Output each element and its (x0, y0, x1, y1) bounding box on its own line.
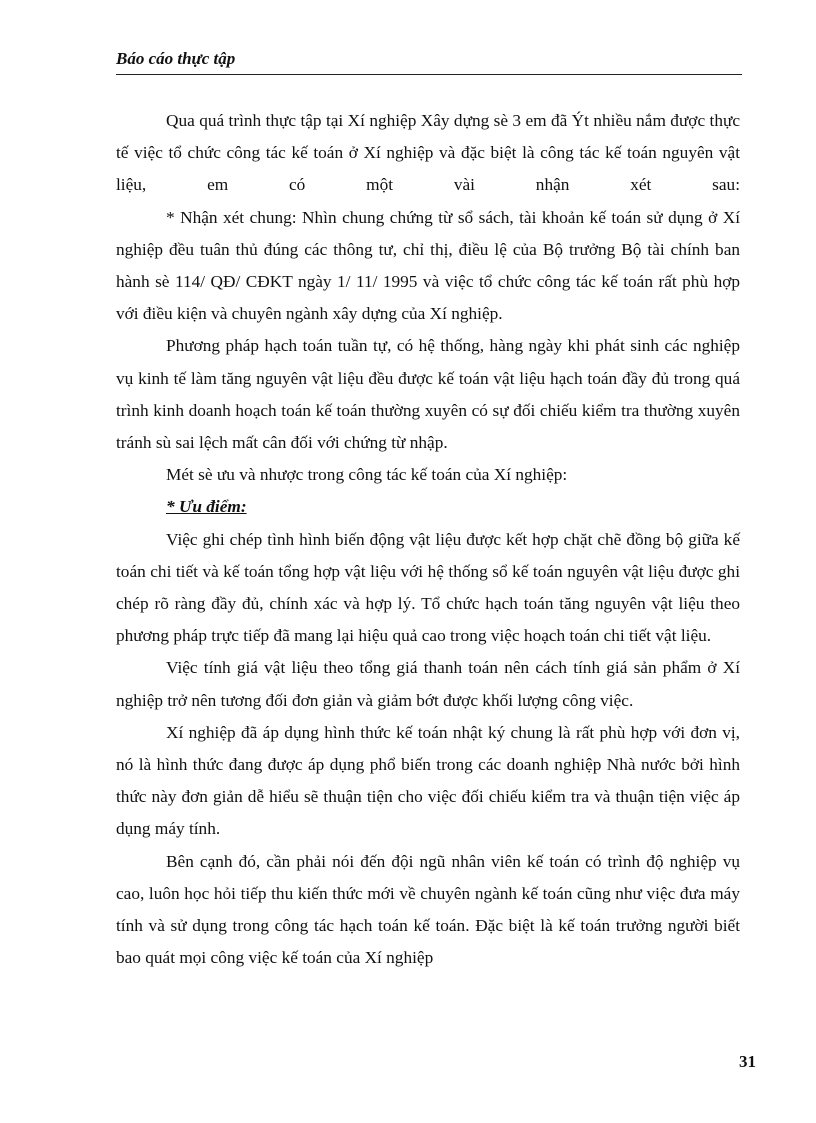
section-heading-advantages: * Ưu điểm: (166, 497, 247, 517)
paragraph-recording: Việc ghi chép tình hình biến động vật liệu được kết hợp chặt chẽ đồng bộ giữa kế toán chi tiết và kế toán tổng hợp vật liệu với hệ thống sổ kế toán nguyên vật liệu được ghi chép rõ ràng đầy đủ, chính xác và hợp lý. Tổ chức hạch toán tăng nguyên vật liệu theo phương pháp trực tiếp đã mang lại hiệu quả cao trong việc hoạch toán chi tiết vật liệu. (116, 529, 740, 646)
document-body (116, 105, 740, 974)
paragraph-pros-cons-intro: Mét sè ưu và nhược trong công tác kế toán của Xí nghiệp: (166, 465, 568, 485)
paragraph-intro: Qua quá trình thực tập tại Xí nghiệp Xây dựng sè 3 em đã Ýt nhiều nắm được thực tế việc tổ chức công tác kế toán ở Xí nghiệp và đặc biệt là công tác kế toán nguyên vật liệu, em có một vài nhận xét sau: (116, 111, 740, 195)
paragraph-accounting-method: Phương pháp hạch toán tuần tự, có hệ thống, hàng ngày khi phát sinh các nghiệp vụ kinh tế làm tăng nguyên vật liệu đều được kế toán vật liệu hạch toán đầy đủ trong quá trình kinh doanh hoạch toán kế toán thường xuyên có sự đối chiếu kiểm tra thường xuyên tránh sù sai lệch mất cân đối với chứng từ nhập. (116, 336, 740, 453)
paragraph-pricing: Việc tính giá vật liệu theo tổng giá thanh toán nên cách tính giá sản phẩm ở Xí nghiệp trở nên tương đối đơn giản và giảm bớt được khối lượng công việc. (116, 658, 740, 710)
paragraph-journal-form: Xí nghiệp đã áp dụng hình thức kế toán nhật ký chung là rất phù hợp với đơn vị, nó là hình thức đang được áp dụng phổ biến trong các doanh nghiệp Nhà nước bởi hình thức này đơn giản dễ hiểu sẽ thuận tiện cho việc đối chiếu kiểm tra và thuận tiện việc áp dụng máy tính. (116, 722, 740, 839)
header-title: Báo cáo thực tập (116, 49, 236, 68)
paragraph-general-remarks: * Nhận xét chung: Nhìn chung chứng từ sổ sách, tài khoản kế toán sử dụng ở Xí nghiệp đều tuân thủ đúng các thông tư, chỉ thị, điều lệ của Bộ trưởng Bộ tài chính ban hành sè 114/ QĐ/ CĐKT ngày 1/ 11/ 1995 và việc tổ chức công tác kế toán rất phù hợp với điều kiện và chuyên ngành xây dựng của Xí nghiệp. (116, 207, 740, 324)
page-header (116, 48, 742, 75)
page-number: 31 (739, 1052, 756, 1071)
paragraph-staff: Bên cạnh đó, cần phải nói đến đội ngũ nhân viên kế toán có trình độ nghiệp vụ cao, luôn học hỏi tiếp thu kiến thức mới về chuyên ngành kế toán cũng như việc đưa máy tính và sử dụng trong công tác hạch toán kế toán. Đặc biệt là kế toán trưởng người biết bao quát mọi công việc kế toán của Xí nghiệp (116, 851, 740, 968)
